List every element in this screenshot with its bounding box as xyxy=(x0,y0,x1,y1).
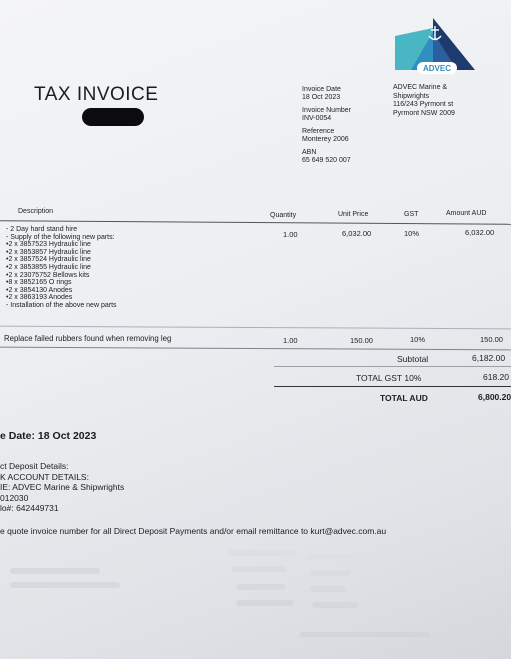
deposit-line: K ACCOUNT DETAILS: xyxy=(0,471,89,482)
row1-amount: 6,032.00 xyxy=(465,228,495,237)
address-line: 116/243 Pyrmont st xyxy=(393,101,454,108)
deposit-line: IE: ADVEC Marine & Shipwrights xyxy=(0,482,125,492)
header-amount: Amount AUD xyxy=(446,210,487,217)
invoice-date-label: Invoice Date xyxy=(302,86,341,93)
header-gst: GST xyxy=(404,211,419,218)
invoice-date: 18 Oct 2023 xyxy=(302,94,341,101)
gst-total-label: TOTAL GST 10% xyxy=(356,373,422,383)
totals-divider xyxy=(274,386,511,387)
deposit-line: 012030 xyxy=(0,492,29,503)
item-line: - Installation of the above new parts xyxy=(6,301,117,309)
row2-description: Replace failed rubbers found when removing leg xyxy=(4,334,172,343)
row-divider xyxy=(0,326,511,330)
due-date: e Date: 18 Oct 2023 xyxy=(0,430,97,442)
item-line: - 2 Day hard stand hire xyxy=(6,226,78,233)
row-divider xyxy=(0,347,511,351)
row1-quantity: 1.00 xyxy=(283,230,298,239)
abn: 65 649 520 007 xyxy=(302,157,351,164)
address-line: Pyrmont NSW 2009 xyxy=(393,109,455,117)
company-address xyxy=(393,84,455,118)
row2-gst: 10% xyxy=(410,335,426,344)
remittance-note: e quote invoice number for all Direct Deposit Payments and/or email remittance to kurt@advec.com.au xyxy=(0,526,387,536)
row1-gst: 10% xyxy=(404,229,420,238)
reference-label: Reference xyxy=(302,128,335,135)
total-value: 6,800.20 xyxy=(478,392,511,402)
item-line: •2 x 3863193 Anodes xyxy=(6,294,73,302)
subtotal-label: Subtotal xyxy=(397,354,429,364)
deposit-line: ct Deposit Details: xyxy=(0,461,69,471)
header-divider xyxy=(0,220,511,225)
header-unit-price: Unit Price xyxy=(338,211,369,218)
abn-label: ABN xyxy=(302,149,317,156)
item-line: •2 x 3854130 Anodes xyxy=(6,286,73,294)
deposit-details xyxy=(0,461,124,514)
total-label: TOTAL AUD xyxy=(380,393,428,403)
invoice-meta xyxy=(302,86,351,165)
page-title: TAX INVOICE xyxy=(34,84,159,105)
reference: Monterey 2006 xyxy=(302,136,349,143)
item-line: •2 x 3857524 Hydraulic line xyxy=(6,256,91,264)
row2-unit-price: 150.00 xyxy=(350,336,373,345)
item-line: - Supply of the following new parts: xyxy=(6,233,115,241)
logo-text: ADVEC xyxy=(422,64,452,73)
redacted-customer-name xyxy=(82,108,144,126)
header-quantity: Quantity xyxy=(270,212,297,219)
company-logo xyxy=(395,18,475,78)
row2-quantity: 1.00 xyxy=(283,336,298,345)
row1-unit-price: 6,032.00 xyxy=(342,229,372,238)
gst-total-value: 618.20 xyxy=(483,372,509,382)
advec-logo-icon xyxy=(395,18,475,78)
invoice-number-label: Invoice Number xyxy=(302,107,352,114)
item-line: •2 x 3853855 Hydraulic line xyxy=(6,263,91,271)
show-through-area xyxy=(0,548,511,659)
header-description: Description xyxy=(18,208,54,215)
item-line: •2 x 3853857 Hydraulic line xyxy=(6,248,91,256)
row1-description xyxy=(6,226,117,310)
deposit-line: lo#: 642449731 xyxy=(0,503,59,513)
totals-divider xyxy=(274,366,511,367)
subtotal-value: 6,182.00 xyxy=(472,353,506,363)
invoice-number: INV-0054 xyxy=(302,115,332,122)
item-line: •2 x 3857523 Hydraulic line xyxy=(6,241,91,249)
item-line: •2 x 23075752 Bellows kits xyxy=(6,271,90,279)
item-line: •8 x 3852165 O rings xyxy=(6,279,72,287)
address-line: ADVEC Marine & xyxy=(393,84,448,91)
address-line: Shipwrights xyxy=(393,92,430,100)
row2-amount: 150.00 xyxy=(480,335,503,344)
